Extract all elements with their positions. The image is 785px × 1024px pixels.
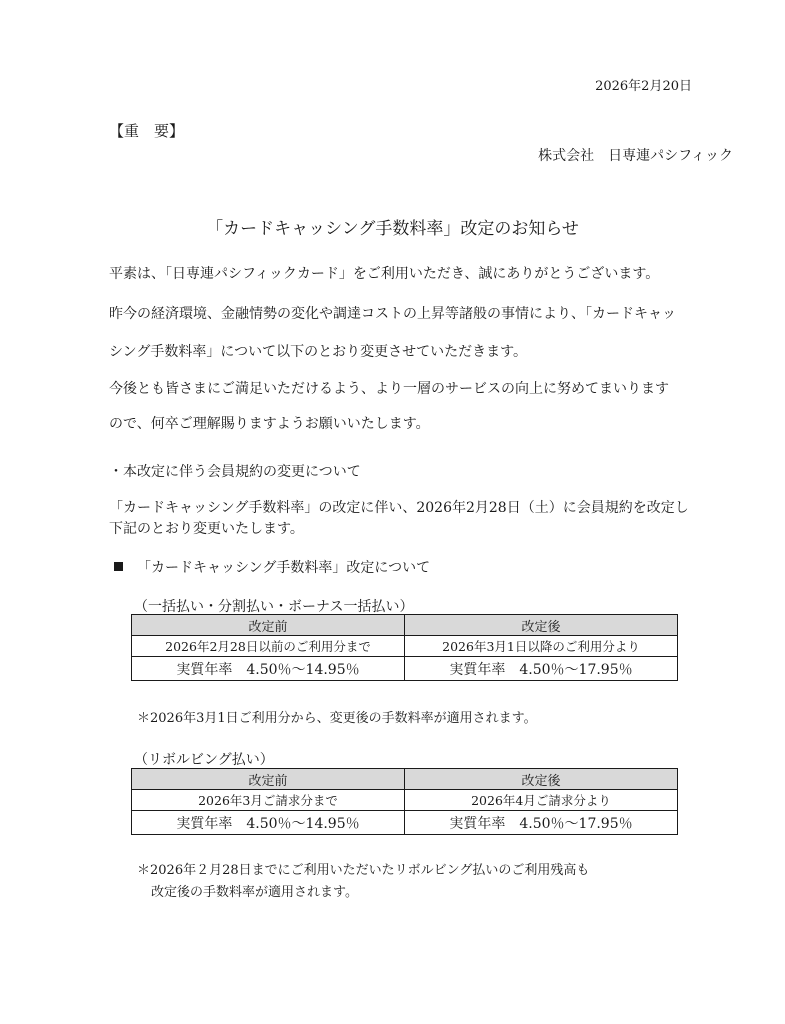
- intro-line: 今後とも皆さまにご満足いただけるよう、より一層のサービスの向上に努めてまいります: [109, 381, 669, 397]
- table-note: 改定後の手数料率が適用されます。: [151, 885, 358, 900]
- table-note: ＊2026年3月1日ご利用分から、変更後の手数料率が適用されます。: [137, 711, 537, 726]
- rates-section-heading-text: 「カードキャッシング手数料率」改定について: [137, 560, 431, 576]
- table-caption-revolving: （リボルビング払い）: [134, 752, 274, 768]
- intro-line: シング手数料率」について以下のとおり変更させていただきます。: [109, 344, 527, 360]
- period-after: 2026年4月ご請求分より: [405, 790, 678, 811]
- rate-after: 実質年率 4.50％～17.95％: [405, 811, 678, 835]
- importance-label: 【重 要】: [109, 122, 185, 140]
- table-note: ＊2026年２月28日までにご利用いただいたリボルビング払いのご利用残高も: [137, 863, 590, 878]
- rate-table-lump-sum: [131, 614, 678, 681]
- header-after: 改定後: [405, 615, 678, 636]
- period-after: 2026年3月1日以降のご利用分より: [405, 636, 678, 657]
- notice-title: 「カードキャッシング手数料率」改定のお知らせ: [206, 219, 579, 239]
- terms-line: 「カードキャッシング手数料率」の改定に伴い、2026年2月28日（土）に会員規約を改定し: [109, 500, 689, 516]
- table-header-row: [132, 615, 678, 636]
- rates-section-heading: [114, 557, 430, 577]
- terms-section-heading: ・本改定に伴う会員規約の変更について: [109, 464, 361, 480]
- table-caption-lump-sum: （一括払い・分割払い・ボーナス一括払い）: [134, 599, 414, 615]
- terms-line: 下記のとおり変更いたします。: [109, 521, 304, 537]
- period-before: 2026年2月28日以前のご利用分まで: [132, 636, 405, 657]
- rate-table-revolving: [131, 768, 678, 835]
- table-header-row: [132, 769, 678, 790]
- table-period-row: [132, 790, 678, 811]
- intro-line: 平素は、「日専連パシフィックカード」をご利用いただき、誠にありがとうございます。: [109, 266, 660, 282]
- intro-line: ので、何卒ご理解賜りますようお願いいたします。: [109, 416, 430, 432]
- rate-after: 実質年率 4.50％～17.95％: [405, 657, 678, 681]
- rate-before: 実質年率 4.50％～14.95％: [132, 811, 405, 835]
- header-after: 改定後: [405, 769, 678, 790]
- header-before: 改定前: [132, 615, 405, 636]
- table-rate-row: [132, 811, 678, 835]
- period-before: 2026年3月ご請求分まで: [132, 790, 405, 811]
- square-bullet-icon: [114, 562, 123, 571]
- company-name: 株式会社 日専連パシフィック: [538, 148, 733, 164]
- document-date: 2026年2月20日: [595, 79, 692, 94]
- rate-before: 実質年率 4.50％～14.95％: [132, 657, 405, 681]
- intro-line: 昨今の経済環境、金融情勢の変化や調達コストの上昇等諸般の事情により、「カードキャッ: [109, 306, 676, 322]
- table-rate-row: [132, 657, 678, 681]
- table-period-row: [132, 636, 678, 657]
- header-before: 改定前: [132, 769, 405, 790]
